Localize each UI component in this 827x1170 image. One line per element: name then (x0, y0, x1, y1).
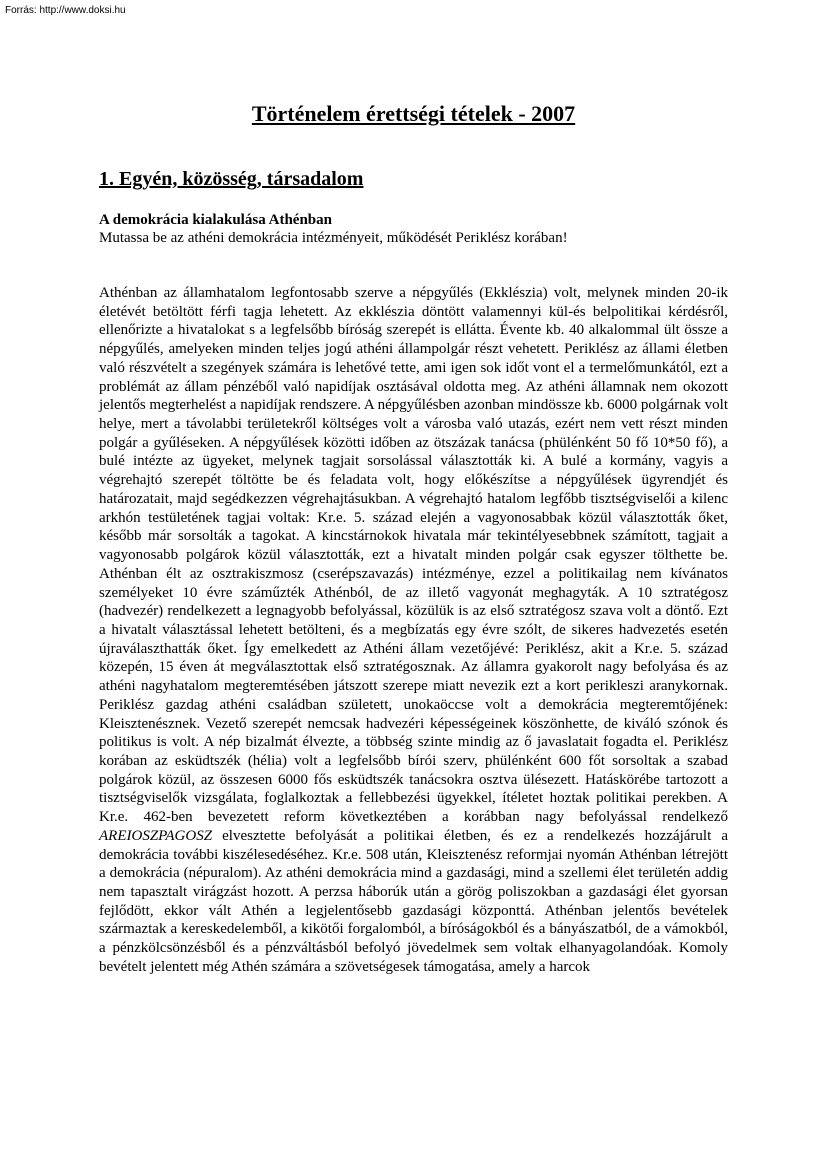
task-statement: Mutassa be az athéni demokrácia intézményeit, működését Periklész korában! (99, 230, 568, 246)
body-text-part-2: elvesztette befolyását a politikai életben, és ez a rendelkezés hozzájárult a demokrácia további kiszélesedéséhez. Kr.e. 508 után, Kleisztenész reformjai nyomán Athénban létrejött a demokrácia (népuralom). Az athéni demokrácia mind a gazdasági, mind a szellemi élet területén addig nem tapasztalt virágzást hozott. A perzsa háborúk után a görög poliszokban a gazdasági élet gyorsan fejlődött, ekkor vált Athén a legjelentősebb gazdasági központtá. Athénban jelentős bevételek származtak a kereskedelemből, a kikötői forgalomból, a bíróságokból és a bányászatból, de a vámokból, a pénzkölcsönzésből és a pénzváltásból befolyó jövedelmek sem voltak elhanyagolandóak. Komoly bevételt jelentett még Athén számára a szövetségesek támogatása, amely a harcok (99, 827, 728, 975)
section-heading: 1. Egyén, közösség, társadalom (99, 168, 364, 190)
document-title: Történelem érettségi tételek - 2007 (251, 101, 576, 126)
body-paragraph (99, 284, 728, 977)
topic-subtitle: A demokrácia kialakulása Athénban (99, 212, 332, 228)
body-text-italic-term: AREIOSZPAGOSZ (99, 827, 213, 844)
source-note: Forrás: http://www.doksi.hu (5, 5, 126, 16)
body-text-part-1: Athénban az államhatalom legfontosabb szerve a népgyűlés (Ekklészia) volt, melynek minden 20-ik életévét betöltött férfi tagja lehetett. Az ekklészia döntött valamennyi kül-és belpolitikai kérdésről, ellenőrizte a hivatalokat s a legfelsőbb bíróság szerepét is ellátta. Évente kb. 40 alkalommal ült össze a népgyűlés, amelyeken minden teljes jogú athéni állampolgár részt vehetett. Periklész az állami életben való részvételt a szegények számára is lehetővé tette, ami igen sok időt vont el a termelőmunkától, ezt a problémát az állam pénzéből való napidíjak osztásával oldotta meg. Az athéni államnak nem okozott jelentős megterhelést a napidíjak rendszere. A népgyűlésben azonban mindössze kb. 6000 polgárnak volt helye, mert a távolabbi területekről költséges volt a városba való utazás, ezért nem vett részt minden polgár a gyűléseken. A népgyűlések közötti időben az ötszázak tanácsa (phülénként 50 fő 10*50 fő), a bulé intézte az ügyeket, melynek tagjait sorsolással választották ki. A bulé a kormány, vagyis a végrehajtó szerepét töltötte be és feladata volt, hogy előkészítse a népgyűlések ügyrendjét és határozatait, majd segédkezzen végrehajtásukban. A végrehajtó hatalom legfőbb tisztségviselői a kilenc arkhón testületének tagjai voltak: Kr.e. 5. század elején a vagyonosabbak közül választották őket, később már sorsolták a tagokat. A kincstárnokok hivatala már tekintélyesebbnek számított, tagjait a vagyonosabb polgárok közül választották, ezt a hivatalt minden polgár csak egyszer tölthette be. Athénban élt az osztrakiszmosz (cserépszavazás) intézménye, ezzel a politikailag nem kívánatos személyeket 10 évre száműzték Athénból, de az illető vagyonát meghagyták. A 10 sztratégosz (hadvezér) rendelkezett a legnagyobb befolyással, közülük is az első sztratégosz szava volt a döntő. Ezt a hivatalt választással lehetett betölteni, és a megbízatás egy évre szólt, de sikeres hadvezetés esetén újraválaszthatták őket. Így emelkedett az Athéni állam vezetőjévé: Periklész, akit a Kr.e. 5. század közepén, 15 éven át megválasztottak első sztratégosznak. Az államra gyakorolt nagy befolyása és az athéni nagyhatalom megteremtésében játszott szerepe miatt nevezik ezt a kort perikleszi aranykornak. Periklész gazdag athéni családban született, unokaöccse volt a demokrácia megteremtőjének: Kleisztenésznek. Vezető szerepét nemcsak hadvezéri képességeinek köszönhette, de kiváló szónok és politikus is volt. A nép bizalmát élvezte, a többség szinte mindig az ő javaslatait fogadta el. Periklész korában az esküdtszék (hélia) volt a legfelsőbb bírói szerv, phülénként 600 főt sorsoltak a szabad polgárok közül, az összesen 6000 fős esküdtszék tanácsokra osztva ülésezett. Hatáskörébe tartozott a tisztségviselők vizsgálata, foglalkoztak a fellebbezési ügyekkel, ítéletet hoztak politikai perekben. A Kr.e. 462-ben bevezetett reform következtében a korábban nagy befolyással rendelkező (99, 285, 728, 826)
